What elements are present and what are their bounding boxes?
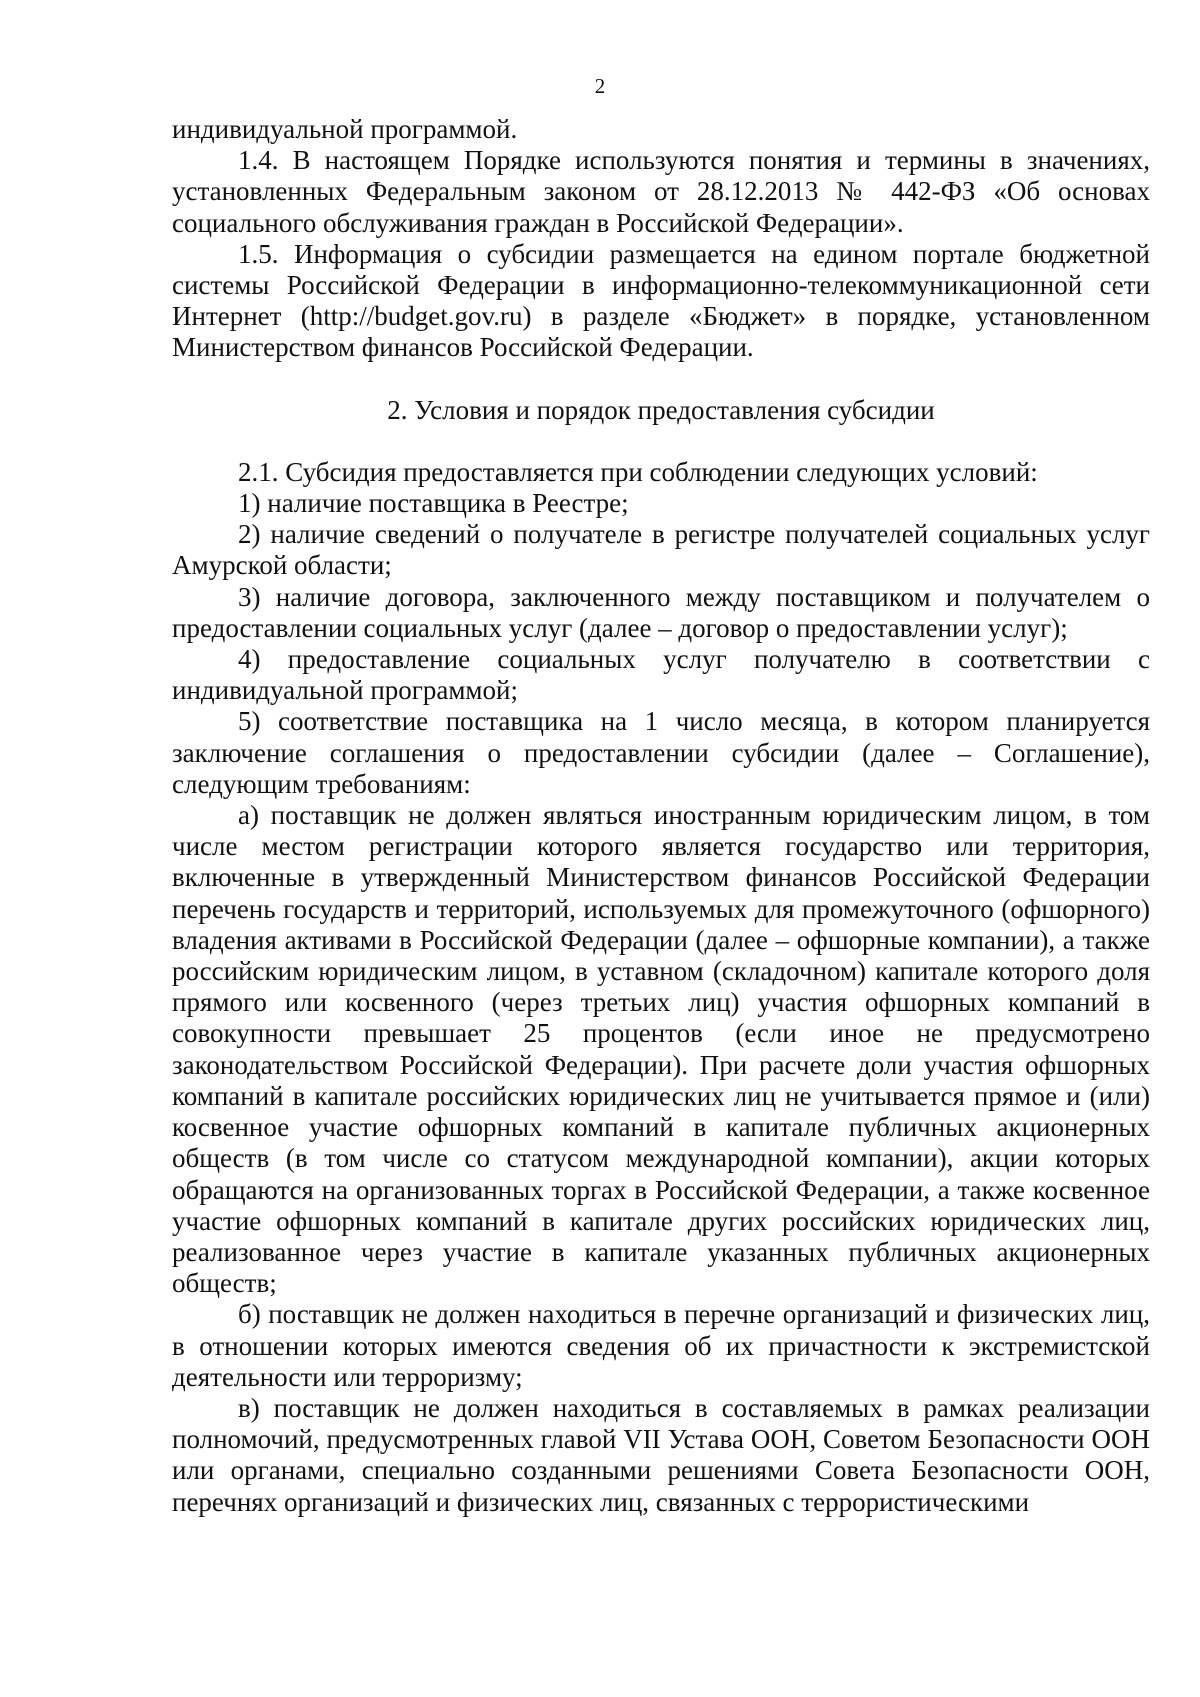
list-item-5: 5) соответствие поставщика на 1 число месяца, в котором планируется заключение соглашения о предоставлении субсидии (далее – Соглашение), следующим требованиям: <box>172 706 1150 799</box>
paragraph-1-5: 1.5. Информация о субсидии размещается на едином портале бюджетной системы Российской Федерации в информационно-телекоммуникационной сети Интернет (http://budget.gov.ru) в разделе «Бюджет» в порядке, установленном Министерством финансов Российской Федерации. <box>172 238 1150 363</box>
paragraph-continuation: индивидуальной программой. <box>172 114 518 144</box>
paragraph-2-1: 2.1. Субсидия предоставляется при соблюдении следующих условий: <box>238 456 1038 487</box>
list-item-4: 4) предоставление социальных услуг получателю в соответствии с индивидуальной программой; <box>172 644 1150 706</box>
subitem-a: а) поставщик не должен являться иностранным юридическим лицом, в том числе местом регистрации которого является государство или территория, включенные в утвержденный Министерством финансов Российской Федерации перечень государств и территорий, используемых для промежуточного (офшорного) владения активами в Российской Федерации (далее – офшорные компании), а также российским юридическим лицом, в уставном (складочном) капитале которого доля прямого или косвенного (через третьих лиц) участия офшорных компаний в совокупности превышает 25 процентов (если иное не предусмотрено законодательством Российской Федерации). При расчете доли участия офшорных компаний в капитале российских юридических лиц не учитывается прямое и (или) косвенное участие офшорных компаний в капитале публичных акционерных обществ (в том числе со статусом международной компании), акции которых обращаются на организованных торгах в Российской Федерации, а также косвенное участие офшорных компаний в капитале других российских юридических лиц, реализованное через участие в капитале указанных публичных акционерных обществ; <box>172 800 1150 1299</box>
section-heading: 2. Условия и порядок предоставления субсидии <box>387 394 935 425</box>
paragraph-1-4: 1.4. В настоящем Порядке используются понятия и термины в значениях, установленных Федеральным законом от 28.12.2013 № 442-ФЗ «Об основах социального обслуживания граждан в Российской Федерации». <box>172 145 1150 238</box>
subitem-v: в) поставщик не должен находиться в составляемых в рамках реализации полномочий, предусмотренных главой VII Устава ООН, Советом Безопасности ООН или органами, специально созданными решениями Совета Безопасности ООН, перечнях организаций и физических лиц, связанных с террористическими <box>172 1392 1150 1517</box>
list-item-2: 2) наличие сведений о получателе в регистре получателей социальных услуг Амурской области; <box>172 519 1150 581</box>
page-number: 2 <box>594 74 606 98</box>
list-item-3: 3) наличие договора, заключенного между поставщиком и получателем о предоставлении социальных услуг (далее – договор о предоставлении услуг); <box>172 581 1150 643</box>
document-body <box>172 114 1150 1518</box>
list-item-1: 1) наличие поставщика в Реестре; <box>238 488 629 519</box>
subitem-b: б) поставщик не должен находиться в перечне организаций и физических лиц, в отношении которых имеются сведения об их причастности к экстремистской деятельности или терроризму; <box>172 1299 1150 1392</box>
